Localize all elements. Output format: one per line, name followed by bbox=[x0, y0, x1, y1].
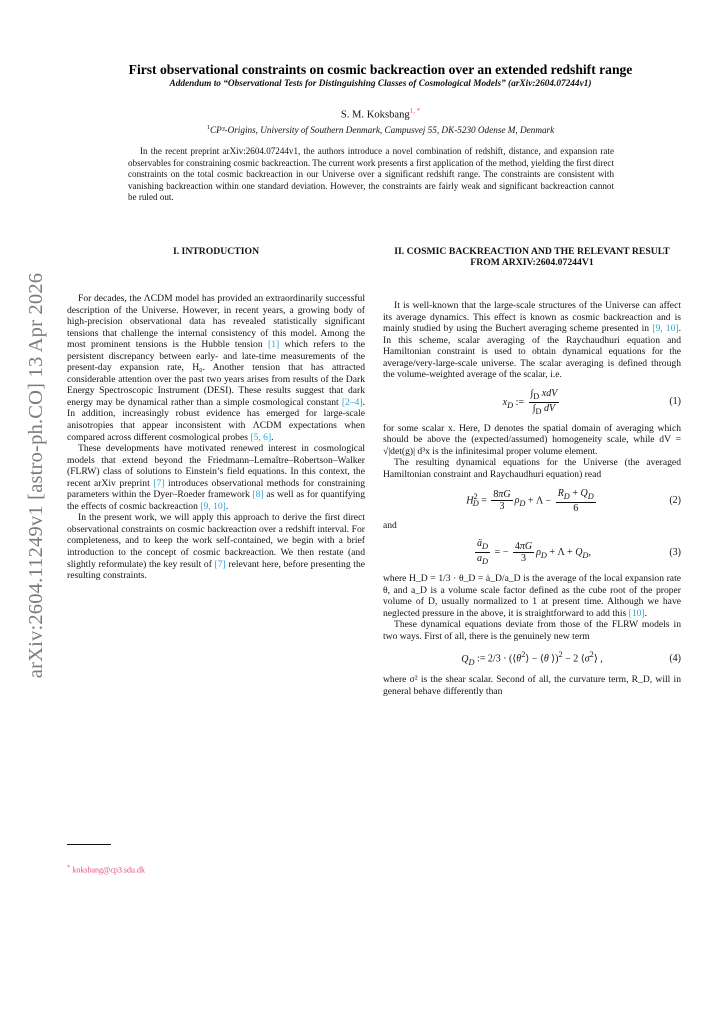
text: These developments have motivated renewed interest in cosmological models that extend beyond the Friedmann–Lemaître–Robertson–Walker (FLRW) class of solutions to Einstein’s field equations. In this context, the recent arXiv preprint bbox=[67, 443, 365, 489]
citation-link[interactable]: [7] bbox=[153, 477, 165, 489]
intro-paragraph-2 bbox=[67, 443, 365, 512]
cb-paragraph-3: The resulting dynamical equations for the Universe (the averaged Hamiltonian constraint and Raychaudhuri equation) read bbox=[383, 457, 681, 481]
and-word: and bbox=[383, 519, 397, 531]
footnote-mark: * bbox=[67, 864, 71, 871]
paper-title: First observational constraints on cosmic backreaction over an extended redshift range bbox=[128, 62, 633, 77]
citation-link[interactable]: [9, 10] bbox=[200, 500, 226, 512]
equation-number: (1) bbox=[669, 396, 681, 408]
author-name: S. M. Koksbang bbox=[340, 109, 410, 121]
cb-paragraph-5: These dynamical equations deviate from those of the FLRW models in two ways. First of all, there is the genuinely new term bbox=[383, 619, 681, 642]
text: . bbox=[271, 431, 274, 443]
section-heading-introduction: I. INTRODUCTION bbox=[172, 246, 260, 257]
equation-4: $Q_D$ := $2/3 \cdot (⟨\theta^2⟩$ − ⟨θ ⟩)$^2$ − 2 $⟨\sigma^2⟩$ , (4) bbox=[461, 650, 681, 667]
text: It is well-known that the large-scale structures of the Universe can affect its average dynamics. This effect is known as cosmic backreaction and is mainly studied by using the Buchert averaging scheme presented in bbox=[383, 300, 681, 335]
text: . bbox=[644, 607, 648, 619]
footnote-rule bbox=[67, 844, 111, 845]
text: In the present work, we will apply this approach to derive the first direct observational constraints on cosmic backreaction over a redshift interval. For completeness, and to keep the work self-contained, we begin with a brief introduction to the concept of cosmic backreaction. We then restate (and slightly reformulate) the key result of bbox=[67, 512, 365, 570]
left-column bbox=[67, 293, 365, 582]
citation-link[interactable]: [10] bbox=[628, 607, 645, 619]
author-email-link[interactable]: koksbang@cp3.sdu.dk bbox=[72, 865, 146, 875]
text: . In addition, increasingly robust evidence has emerged for large-scale anisotropies that appear inconsistent with ΛCDM expectations when compared across different cosmological probes bbox=[67, 396, 365, 443]
citation-link[interactable]: [9, 10] bbox=[652, 323, 679, 335]
citation-link[interactable]: [7] bbox=[214, 558, 226, 570]
right-column bbox=[383, 300, 681, 697]
intro-paragraph-1 bbox=[67, 293, 365, 443]
affiliation bbox=[40, 124, 721, 135]
text: where H_D = 1/3 · θ_D = ȧ_D/a_D is the average of the local expansion rate θ, and a_D is a volume scale factor defined as the cube root of the proper volume of D, usually normalized to 1 at present time. Although we have neglected pressure in the above, it is straightforward to add this bbox=[383, 573, 681, 619]
equation-2: $H^2_D$ = $\frac{8\pi G}{3}$ $\rho_D + \Lambda$ − $\frac{R_D + Q_D}{6}$ (2) bbox=[466, 487, 681, 514]
affiliation-text: CP³-Origins, University of Southern Denmark, Campusvej 55, DK-5230 Odense M, Denmark bbox=[210, 125, 555, 136]
affiliation-mark: 1 bbox=[206, 124, 211, 131]
cb-paragraph-2: for some scalar x. Here, D denotes the spatial domain of averaging which should be above the (expected/assumed) homogeneity scale, while dV = √|det(g)| d³x is the infinitesimal proper volume element. bbox=[383, 422, 681, 457]
text: For decades, the ΛCDM model has provided an extraordinarily successful description of the Universe. However, in recent years, a growing body of high-precision observational data has revealed statistically significant tensions that challenge the internal consistency of this model. Among the most prominent tensions is the Hubble tension bbox=[67, 293, 365, 351]
citation-link[interactable]: [8] bbox=[252, 489, 264, 501]
text: as well as for quantifying the effects of cosmic backreaction bbox=[67, 489, 365, 512]
equation-number: (3) bbox=[669, 546, 681, 558]
cb-paragraph-6: where σ² is the shear scalar. Second of all, the curvature term, R_D, will in general behave differently than bbox=[383, 674, 681, 697]
abstract: In the recent preprint arXiv:2604.07244v1, the authors introduce a novel combination of redshift, distance, and expansion rate observables for constraining cosmic backreaction. The current work presents a first application of the method, yielding the first direct constraints on the total cosmic backreaction in our Universe over a significant redshift range. The constraints are consistent with vanishing backreaction within one standard deviation. However, the constraints are fairly weak and significant backreaction cannot be ruled out. bbox=[128, 146, 614, 202]
arxiv-id-text: arXiv:2604.11249v1 [astro-ph.CO] 13 Apr 2026 bbox=[25, 272, 48, 678]
citation-link[interactable]: [5, 6] bbox=[250, 431, 272, 443]
citation-link[interactable]: [1] bbox=[268, 339, 280, 351]
text: introduces observational methods for constraining parameters within the Dyer–Roeder framework bbox=[67, 477, 365, 501]
equation-1: $x_D$ := $\frac{\int_D xdV}{\int_D dV}$ (1) bbox=[502, 387, 681, 416]
text: . In this scheme, scalar averaging of the Raychaudhuri equation and Hamiltonian constraint is used to obtain dynamical equations for the average/very-large-scale universe. The scalar averaging is defined through the volume-weighted average of the scalar, i.e. bbox=[383, 323, 681, 381]
arxiv-identifier bbox=[18, 265, 56, 685]
equation-number: (2) bbox=[669, 494, 681, 506]
author-line bbox=[40, 107, 721, 121]
section-heading-backreaction: II. COSMIC BACKREACTION AND THE RELEVANT RESULT FROM ARXIV:2604.07244V1 bbox=[394, 246, 670, 269]
equation-3: $\frac{ä_D}{a_D}$ = − $\frac{4\pi G}{3}$ $\rho_D + \Lambda + Q_D$, (3) bbox=[477, 538, 681, 567]
citation-link[interactable]: [2–4] bbox=[341, 396, 363, 408]
text: relevant here, before presenting the resulting constraints. bbox=[67, 558, 365, 582]
text: which refers to the persistent discrepancy between early- and late-time measurements of the present-day expansion rate, H₀. Another tension that has attracted considerable attention over the past two years arises from results of the Dark Energy Spectroscopic Instrument (DESI). These results suggest that dark energy may be dynamical rather than a simple cosmological constant bbox=[67, 339, 366, 408]
cb-paragraph-4 bbox=[383, 573, 681, 619]
equation-number: (4) bbox=[669, 653, 681, 665]
footnote bbox=[67, 864, 145, 875]
cb-paragraph-1 bbox=[383, 300, 681, 381]
intro-paragraph-3 bbox=[67, 512, 365, 581]
author-marks: 1, * bbox=[409, 107, 421, 115]
text: . bbox=[225, 500, 229, 512]
paper-subtitle: Addendum to “Observational Tests for Distinguishing Classes of Cosmological Models” (arXiv:2604.07244v1) bbox=[169, 79, 592, 89]
